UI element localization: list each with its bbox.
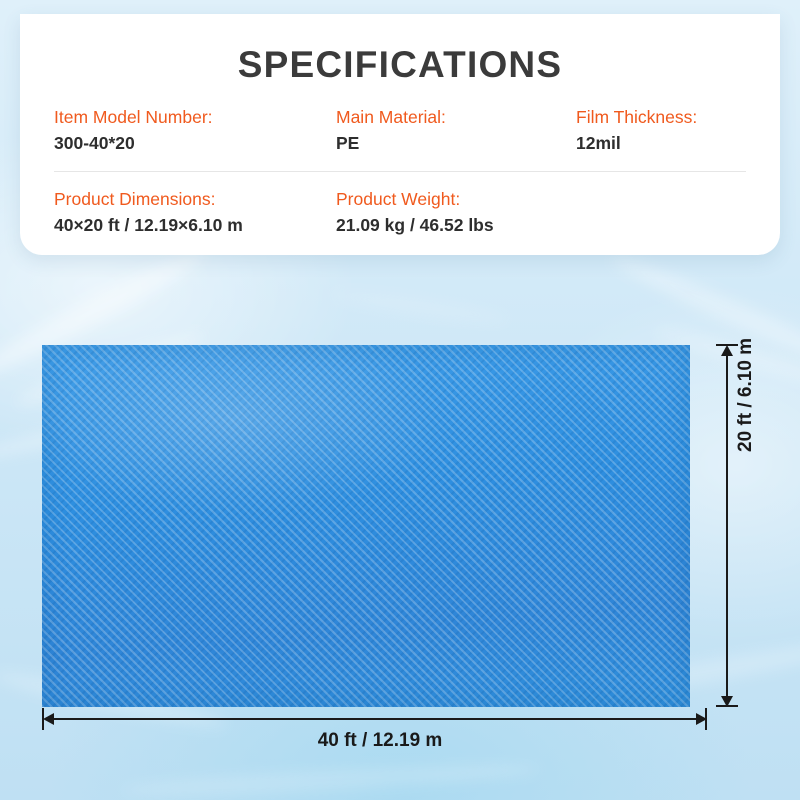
pool-cover-product-image	[42, 345, 690, 707]
spec-row	[20, 104, 780, 171]
arrow-down-icon	[721, 696, 733, 707]
vertical-dimension-line	[726, 352, 728, 700]
spec-label: Main Material:	[336, 107, 446, 127]
spec-label: Product Dimensions:	[54, 189, 216, 209]
water-caustic-decoration	[330, 288, 510, 327]
spec-value: 40×20 ft / 12.19×6.10 m	[54, 215, 243, 235]
spec-row	[20, 172, 780, 239]
spec-value: 12mil	[576, 133, 621, 153]
spec-item-main-material	[336, 104, 576, 157]
page-title: SPECIFICATIONS	[237, 44, 563, 85]
spec-item-model-number	[54, 104, 336, 157]
specifications-card	[20, 14, 780, 255]
spec-label: Film Thickness:	[576, 107, 698, 127]
height-dimension-label: 20 ft / 6.10 m	[735, 337, 756, 452]
spec-label: Product Weight:	[336, 189, 461, 209]
spec-value: 21.09 kg / 46.52 lbs	[336, 215, 494, 235]
horizontal-dimension-line	[50, 718, 698, 720]
spec-item-product-weight	[336, 186, 576, 239]
arrow-up-icon	[721, 345, 733, 356]
spec-value: PE	[336, 133, 360, 153]
arrow-left-icon	[43, 713, 54, 725]
spec-value: 300-40*20	[54, 133, 135, 153]
spec-item-product-dimensions	[54, 186, 336, 239]
spec-label: Item Model Number:	[54, 107, 213, 127]
arrow-right-icon	[696, 713, 707, 725]
width-dimension-label: 40 ft / 12.19 m	[317, 730, 443, 751]
spec-item-film-thickness	[576, 104, 746, 157]
product-dimension-diagram	[0, 330, 800, 800]
